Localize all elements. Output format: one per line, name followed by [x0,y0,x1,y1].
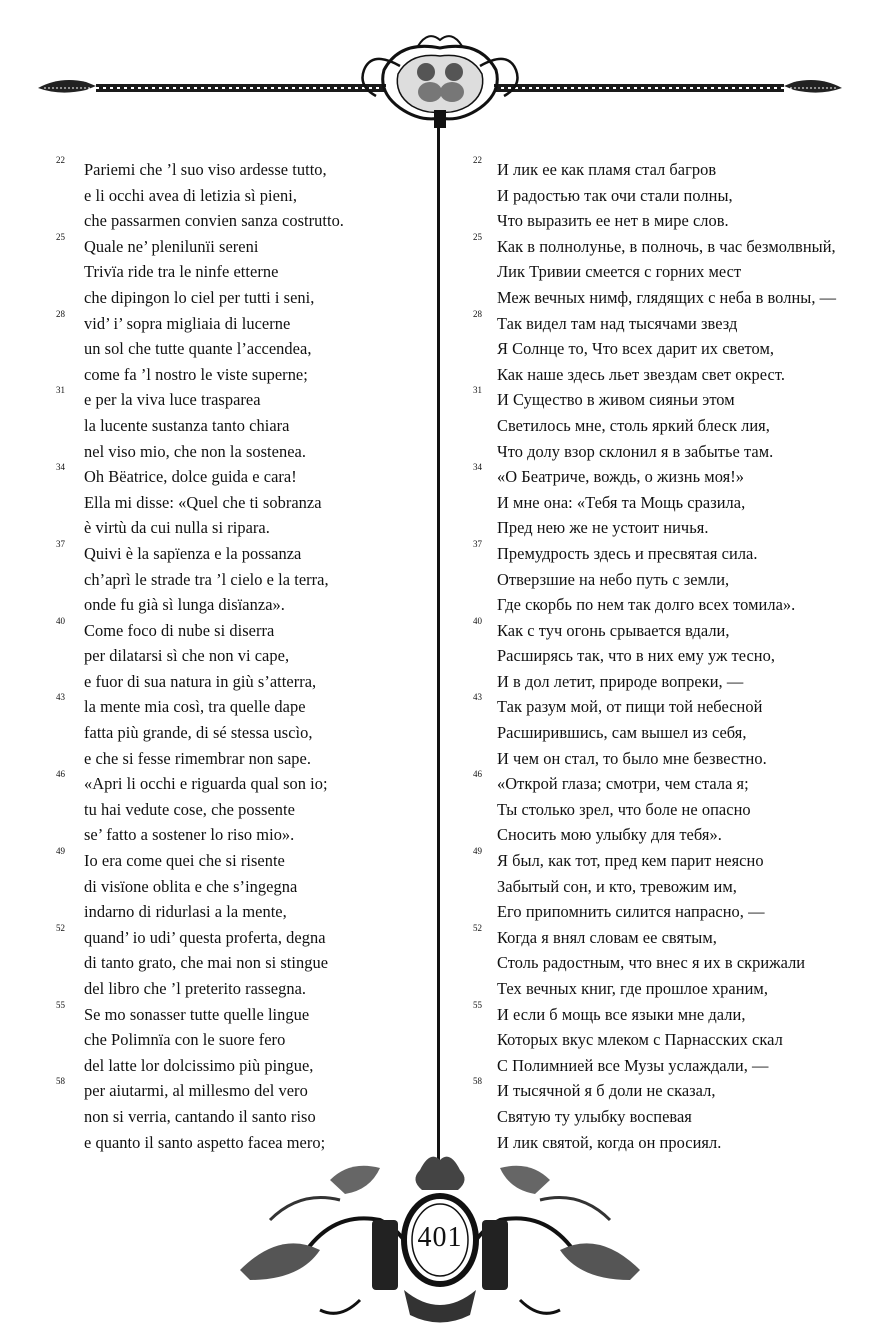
top-ornament [0,0,880,150]
verse-number: 55 [473,999,482,1010]
verse-number: 25 [473,231,482,242]
verse-line: Come foco di nube si diserra [84,620,275,640]
verse-number: 31 [473,385,482,396]
verse-line: Se mo sonasser tutte quelle lingue [84,1004,310,1024]
verse-line: Светилось мне, столь яркий блеск лия, [497,415,770,435]
verse-number: 58 [56,1076,65,1087]
verse-line: per dilatarsi sì che non vi cape, [84,646,290,666]
verse-number: 28 [56,308,65,319]
verse-line: Столь радостным, что внес я их в скрижали [497,953,806,973]
verse-number: 22 [473,155,482,165]
tercet [56,615,424,695]
verse-line: di tanto grato, che mai non si stingue [84,953,329,973]
verse-number: 31 [56,385,65,396]
tercet [56,231,424,311]
verse-line: Где скорбь по нем так долго всех томила». [497,595,796,615]
verse-line: e li occhi avea di letizia sì pieni, [84,185,297,205]
verse-line: Как в полнолунье, в полночь, в час безмолвный, [497,236,836,256]
verse-line: del libro che ’l preterito rassegna. [84,979,307,998]
tercet [56,999,424,1079]
verse-line: Забытый сон, и кто, тревожим им, [497,876,737,896]
verse-number: 49 [473,846,482,857]
verse-line: И лик святой, когда он просиял. [497,1132,722,1152]
verse-number: 43 [473,692,482,703]
right-finial-icon [784,80,842,93]
verse-line: И чем он стал, то было мне безвестно. [497,748,767,768]
verse-line: Я Солнце то, Что всех дарит их светом, [497,339,775,359]
verse-line: che Polimnïa con le suore fero [84,1030,286,1050]
verse-number: 46 [56,769,65,780]
verse-line: И если б мощь все языки мне дали, [497,1004,746,1024]
tercet [56,155,424,234]
verse-number: 34 [473,462,482,473]
verse-line: ch’aprì le strade tra ’l cielo e la terra, [84,569,329,589]
russian-column [473,155,857,1155]
verse-line: Его припомнить силится напрасно, — [497,902,765,922]
verse-line: Сносить мою улыбку для тебя». [497,825,722,845]
verse-number: 37 [56,538,65,549]
verse-line: Trivïa ride tra le ninfe etterne [84,262,279,282]
tercet [56,385,424,464]
verse-line: «О Беатриче, вождь, о жизнь моя!» [497,467,744,487]
verse-line: Отверзшие на небо путь с земли, [497,569,730,589]
verse-line: nel viso mio, che non la sostenea. [84,441,307,461]
tercet [473,999,857,1079]
verse-line: per aiutarmi, al millesmo del vero [84,1081,308,1101]
tercet [473,462,857,541]
verse-line: Расширясь так, что в них ему уж тесно, [497,646,776,666]
verse-line: Pariemi che ’l suo viso ardesse tutto, [84,160,327,179]
verse-line: И в дол летит, природе вопреки, — [497,671,744,691]
tercet [473,155,857,234]
left-finial-icon [38,80,96,93]
verse-line: vid’ i’ sopra migliaia di lucerne [84,313,291,333]
italian-column [56,155,424,1155]
tercet [56,462,424,541]
verse-line: come fa ’l nostro le viste superne; [84,364,308,384]
verse-line: Меж вечных нимф, глядящих с неба в волны, — [497,287,837,307]
verse-line: Лик Тривии смеется с горних мест [497,262,742,282]
verse-line: tu hai vedute cose, che possente [84,799,295,819]
tercet [473,922,857,1002]
verse-line: e per la viva luce trasparea [84,390,261,410]
cherub-cartouche-icon [363,36,518,128]
page-number: 401 [417,1222,463,1253]
verse-line: И Существо в живом сияньи этом [497,390,735,410]
tercet [473,308,857,388]
verse-line: Пред нею же не устоит ничья. [497,518,709,538]
tercet [56,692,424,771]
verse-line: se’ fatto a sostener lo riso mio». [84,825,295,845]
verse-line: Тех вечных книг, где прошлое храним, [497,979,768,998]
verse-line: И лик ее как пламя стал багров [497,160,717,179]
verse-line: Святую ту улыбку воспевая [497,1106,692,1126]
verse-line: Премудрость здесь и пресвятая сила. [497,543,758,563]
verse-line: Ella mi disse: «Quel che ti sobranza [84,492,322,512]
verse-number: 34 [56,462,65,473]
verse-line: Что выразить ее нет в мире слов. [497,211,729,231]
verse-line: Когда я внял словам ее святым, [497,927,717,947]
verse-line: Я был, как тот, пред кем парит неясно [497,851,764,871]
verse-line: onde fu già sì lunga disïanza». [84,595,285,615]
verse-number: 55 [56,999,65,1010]
tercet [473,385,857,464]
verse-number: 28 [473,308,482,319]
rope-bar-left [96,84,386,92]
verse-number: 40 [473,615,482,626]
verse-line: И тысячной я б доли не сказал, [497,1081,716,1101]
verse-line: Так разум мой, от пищи той небесной [497,697,763,717]
verse-line: fatta più grande, di sé stessa uscìo, [84,723,313,743]
tercet [473,231,857,311]
verse-line: Oh Bëatrice, dolce guida e cara! [84,467,297,487]
verse-number: 40 [56,615,65,626]
verse-number: 52 [56,922,65,933]
tercet [473,615,857,695]
verse-line: indarno di ridurlasi a la mente, [84,902,287,922]
verse-number: 58 [473,1076,482,1087]
column-divider [437,128,440,1168]
verse-line: Io era come quei che si risente [84,851,285,871]
tercet [56,538,424,618]
verse-line: del latte lor dolcissimo più pingue, [84,1055,314,1075]
verse-line: Так видел там над тысячами звезд [497,313,738,333]
verse-line: non si verria, cantando il santo riso [84,1106,316,1126]
verse-line: di visïone oblita e che s’ingegna [84,876,298,896]
verse-number: 49 [56,846,65,857]
verse-line: che passarmen convien sanza costrutto. [84,211,344,231]
verse-line: quand’ io udi’ questa proferta, degna [84,927,326,947]
verse-line: la mente mia così, tra quelle dape [84,697,306,717]
tercet [473,538,857,618]
verse-line: Что долу взор склонил я в забытье там. [497,441,774,461]
verse-line: un sol che tutte quante l’accendea, [84,339,312,359]
tercet [473,846,857,925]
verse-line: «Apri li occhi e riguarda qual son io; [84,774,328,794]
verse-line: Как с туч огонь срывается вдали, [497,620,730,640]
verse-number: 43 [56,692,65,703]
verse-line: la lucente sustanza tanto chiara [84,415,290,435]
tercet [473,769,857,848]
verse-number: 22 [56,155,65,165]
verse-line: e fuor di sua natura in giù s’atterra, [84,671,317,691]
tercet [473,692,857,771]
verse-line: e che si fesse rimembrar non sape. [84,748,311,768]
verse-line: Которых вкус млеком с Парнасских скал [497,1030,783,1050]
rope-bar-right [494,84,784,92]
verse-line: e quanto il santo aspetto facea mero; [84,1132,326,1152]
tercet [56,769,424,848]
tercet [56,846,424,925]
verse-line: che dipingon lo ciel per tutti i seni, [84,287,315,307]
verse-line: Quale ne’ plenilunïi sereni [84,236,259,256]
verse-line: è virtù da cui nulla si ripara. [84,518,270,538]
verse-line: Quivi è la sapïenza e la possanza [84,543,302,563]
verse-line: Как наше здесь льет звездам свет окрест. [497,364,785,384]
verse-line: Ты столько зрел, что боле не опасно [497,799,751,819]
verse-number: 52 [473,922,482,933]
tercet [56,308,424,388]
verse-line: «Открой глаза; смотри, чем стала я; [497,774,749,794]
verse-number: 25 [56,231,65,242]
verse-number: 46 [473,769,482,780]
tercet [56,922,424,1002]
verse-line: И радостью так очи стали полны, [497,185,733,205]
verse-line: С Полимнией все Музы услаждали, — [497,1055,769,1075]
verse-number: 37 [473,538,482,549]
verse-line: И мне она: «Тебя та Мощь сразила, [497,492,746,512]
verse-line: Расширившись, сам вышел из себя, [497,723,747,743]
